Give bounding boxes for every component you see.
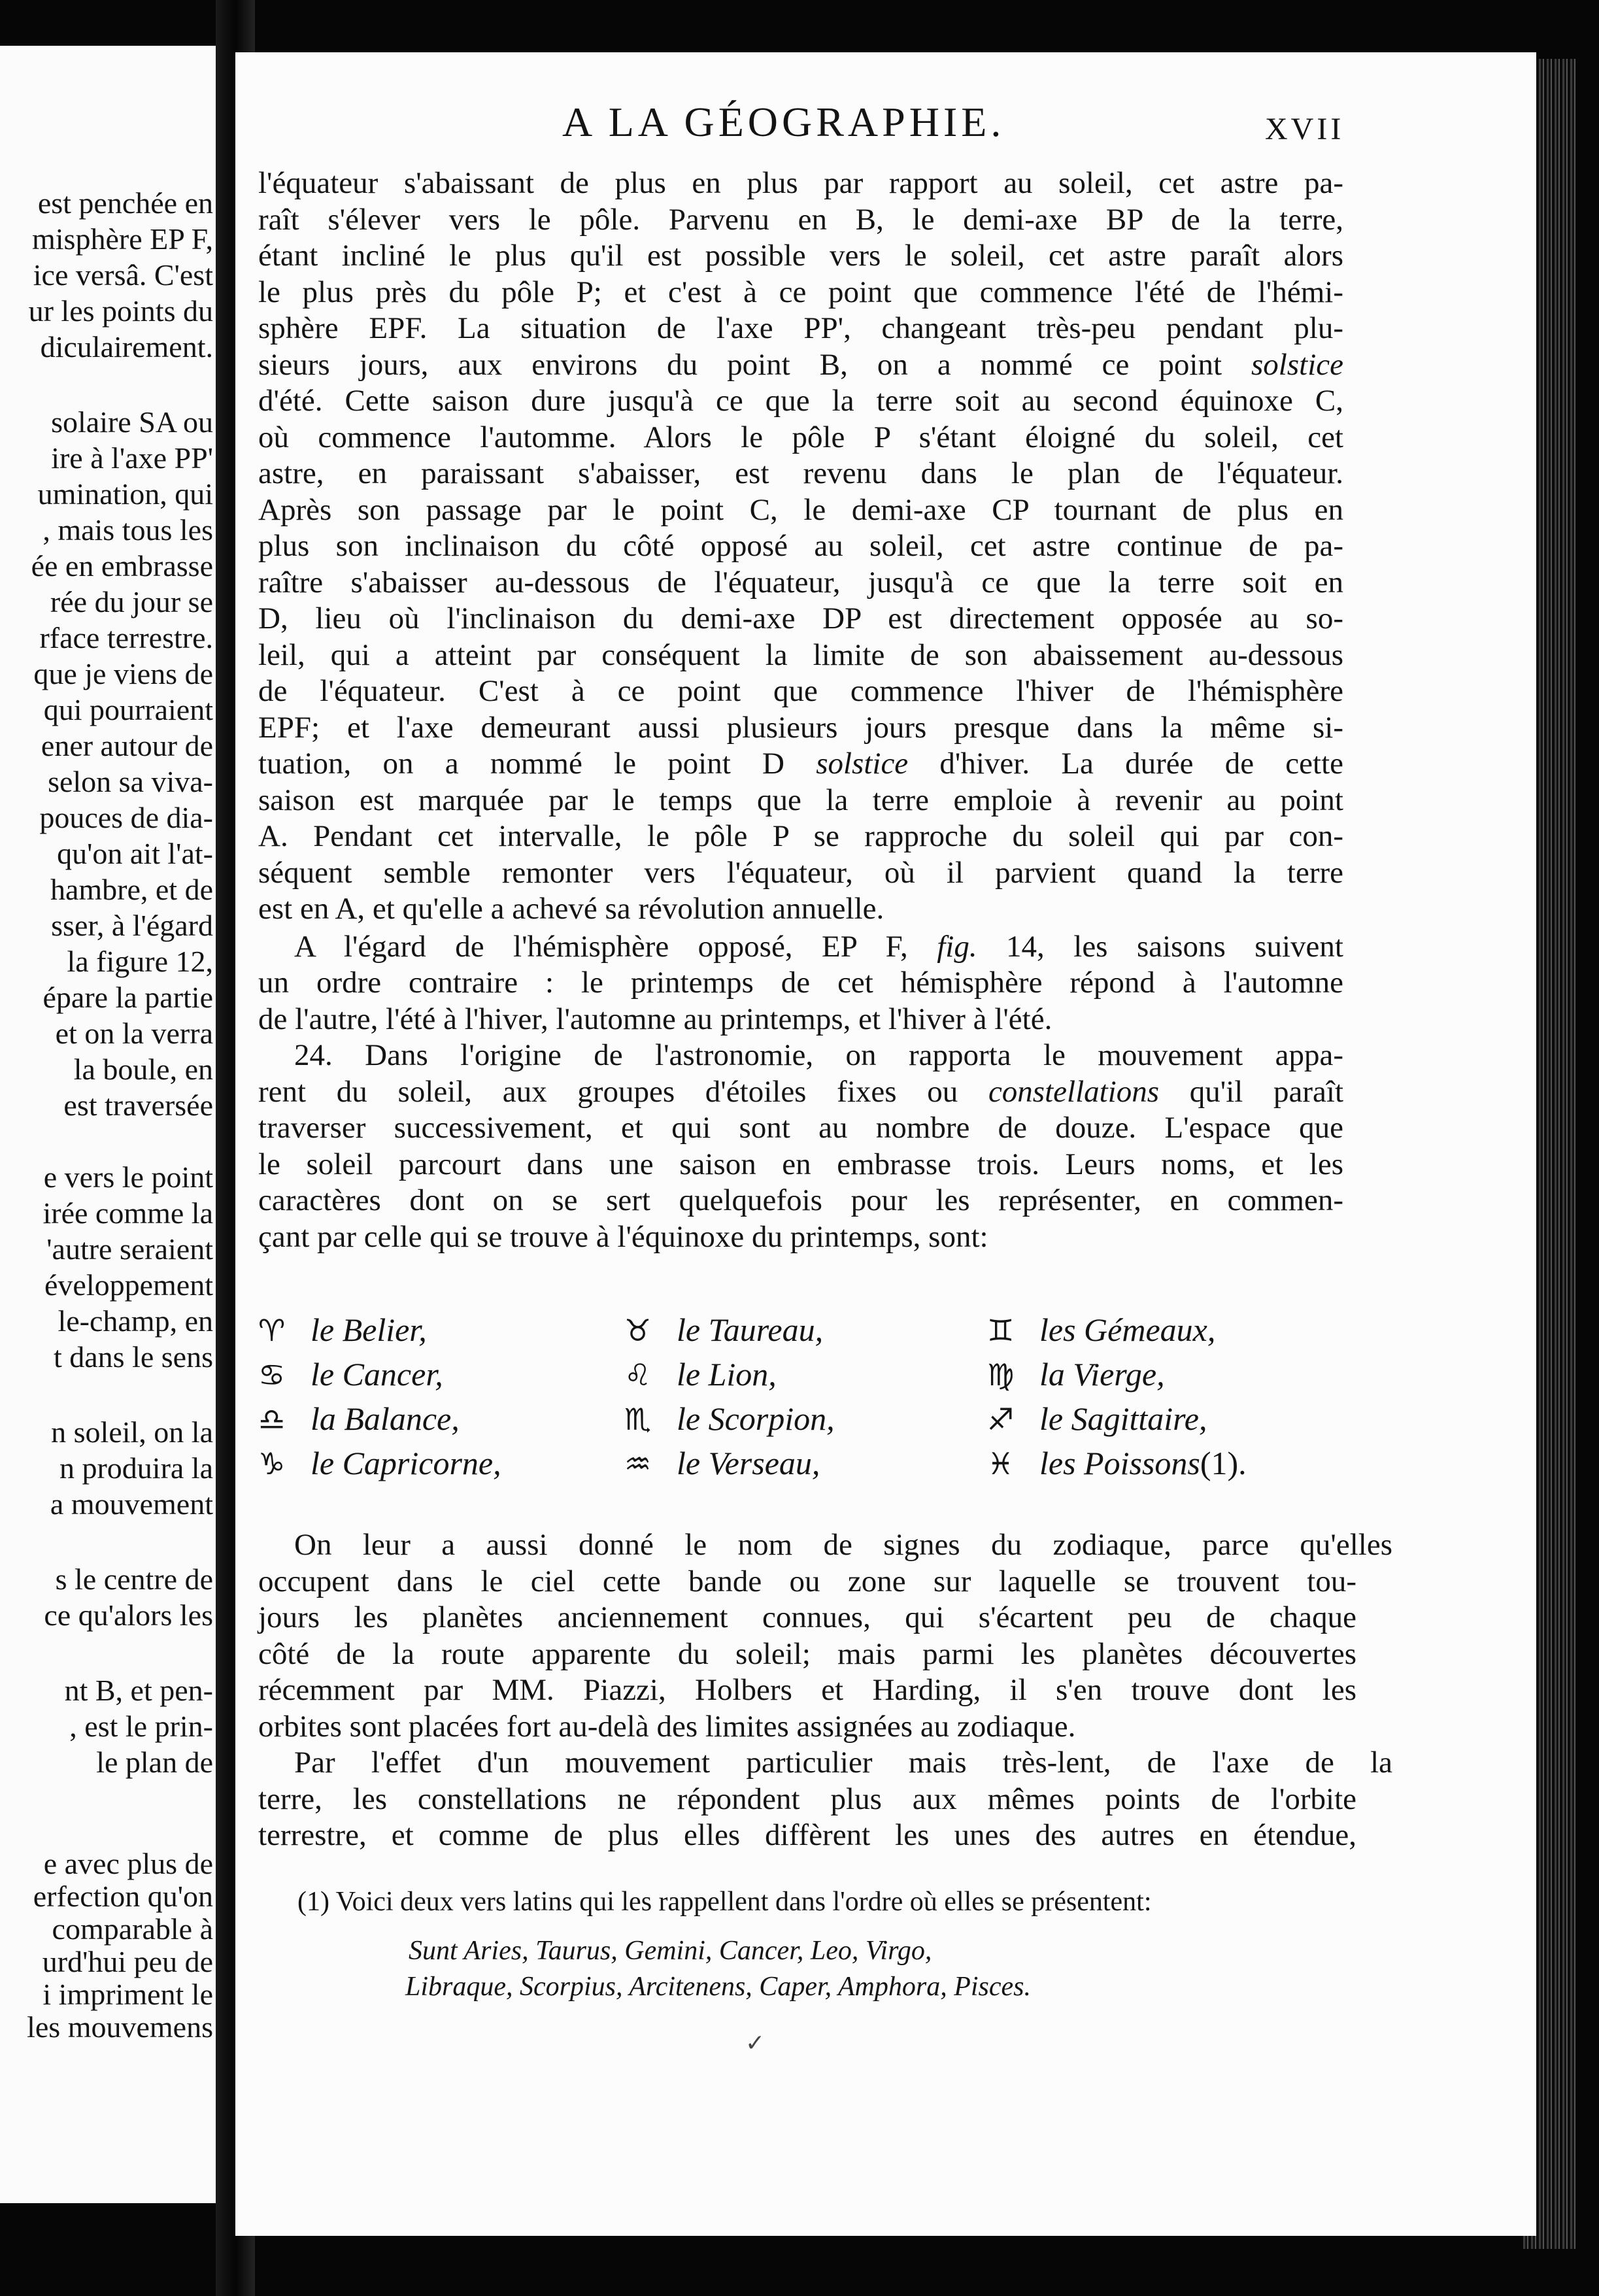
- body-line: un ordre contraire : le printemps de cet hémisphère répond à l'automne: [258, 966, 1343, 1000]
- body-line: [258, 346, 1343, 383]
- zodiac-symbol-icon: ♓: [987, 1446, 1015, 1481]
- left-page-line: est traversée: [63, 1089, 213, 1122]
- body-line: occupent dans le ciel cette bande ou zone sur laquelle se trouvent tou-: [258, 1564, 1356, 1598]
- italic-term: fig.: [937, 929, 977, 964]
- left-page-line: la figure 12,: [67, 945, 213, 978]
- left-page-line: urd'hui peu de: [42, 1945, 213, 1978]
- italic-term: constellations: [988, 1074, 1160, 1109]
- left-page-line: e avec plus de: [43, 1847, 213, 1880]
- zodiac-symbol-icon: ♍: [987, 1357, 1015, 1393]
- left-page-line: 'autre seraient: [46, 1232, 213, 1266]
- left-page-line: n soleil, on la: [51, 1415, 213, 1449]
- zodiac-symbol-icon: ♉: [624, 1313, 652, 1348]
- body-line: séquent semble remonter vers l'équateur, où il parvient quand la terre: [258, 855, 1343, 890]
- zodiac-name: les Poissons: [1039, 1445, 1200, 1481]
- zodiac-symbol-icon: ♎: [258, 1402, 286, 1437]
- body-line: côté de la route apparente du soleil; mais parmi les planètes découvertes: [258, 1636, 1356, 1671]
- zodiac-name: le Capricorne,: [311, 1445, 501, 1481]
- body-line: d'été. Cette saison dure jusqu'à ce que la terre soit au second équinoxe C,: [258, 384, 1343, 418]
- zodiac-symbol-icon: ♈: [258, 1313, 286, 1348]
- zodiac-name: le Lion,: [677, 1356, 777, 1393]
- zodiac-symbol-icon: ♏: [624, 1402, 652, 1437]
- left-page-line: misphère EP F,: [32, 222, 213, 256]
- verse-line: Libraque, Scorpius, Arcitenens, Caper, Amphora, Pisces.: [405, 1972, 1032, 2002]
- zodiac-sign: [624, 1311, 823, 1349]
- body-line: [258, 1073, 1343, 1110]
- left-page-line: umination, qui: [37, 477, 213, 511]
- left-page-line: erfection qu'on: [33, 1880, 213, 1913]
- body-line: [294, 928, 1343, 965]
- zodiac-sign: [258, 1311, 427, 1349]
- left-page-line: qu'on ait l'at-: [57, 837, 213, 870]
- left-page-line: a mouvement: [50, 1487, 213, 1521]
- zodiac-name: le Taureau,: [677, 1311, 824, 1348]
- left-page-line: ur les points du: [28, 294, 213, 328]
- body-line: de l'équateur. C'est à ce point que commence l'hiver de l'hémisphère: [258, 674, 1343, 708]
- left-page-line: le-champ, en: [58, 1304, 213, 1338]
- left-page-line: , mais tous les: [42, 513, 213, 547]
- text-run: d'hiver. La durée de cette: [908, 747, 1343, 781]
- zodiac-sign: [258, 1444, 501, 1482]
- zodiac-sign: [624, 1355, 777, 1393]
- body-line: Par l'effet d'un mouvement particulier mais très-lent, de l'axe de la: [294, 1746, 1392, 1780]
- left-page-line: hambre, et de: [50, 873, 213, 906]
- running-head: A LA GÉOGRAPHIE.: [562, 99, 1005, 145]
- left-page-line: ce qu'alors les: [44, 1598, 213, 1632]
- left-page-line: éveloppement: [44, 1268, 213, 1302]
- left-page-line: i impriment le: [42, 1978, 213, 2011]
- footnote-ref: (1).: [1200, 1445, 1247, 1481]
- left-page-line: épare la partie: [42, 981, 213, 1014]
- zodiac-symbol-icon: ♋: [258, 1357, 286, 1393]
- body-line: jours les planètes anciennement connues, qui s'écartent peu de chaque: [258, 1600, 1356, 1634]
- left-page-line: n produira la: [59, 1451, 213, 1485]
- ink-mark: ✓: [745, 2030, 766, 2057]
- zodiac-sign: [987, 1355, 1165, 1393]
- left-page-line: sser, à l'égard: [51, 909, 213, 942]
- left-page-line: ener autour de: [41, 729, 213, 762]
- zodiac-symbol-icon: ♑: [258, 1446, 286, 1481]
- zodiac-name: le Verseau,: [677, 1445, 820, 1481]
- zodiac-sign: [987, 1444, 1247, 1482]
- body-line: terrestre, et comme de plus elles diffèrent les unes des autres en étendue,: [258, 1818, 1356, 1852]
- zodiac-symbol-icon: ♐: [987, 1402, 1015, 1437]
- body-line: l'équateur s'abaissant de plus en plus par rapport au soleil, cet astre pa-: [258, 166, 1343, 200]
- left-page-line: ice versâ. C'est: [33, 258, 213, 292]
- zodiac-sign: [987, 1400, 1207, 1438]
- body-line: où commence l'automme. Alors le pôle P s'étant éloigné du soleil, cet: [258, 420, 1343, 454]
- zodiac-name: les Gémeaux,: [1039, 1311, 1216, 1348]
- zodiac-symbol-icon: ♌: [624, 1357, 652, 1393]
- body-line: plus son inclinaison du côté opposé au soleil, cet astre continue de pa-: [258, 529, 1343, 563]
- body-line: On leur a aussi donné le nom de signes du zodiaque, parce qu'elles: [294, 1528, 1392, 1562]
- text-run: A l'égard de l'hémisphère opposé, EP F,: [294, 929, 937, 964]
- zodiac-sign: [624, 1444, 820, 1482]
- body-line: leil, qui a atteint par conséquent la limite de son abaissement au-dessous: [258, 637, 1343, 672]
- zodiac-name: le Cancer,: [311, 1356, 443, 1393]
- left-page-fragment: [0, 46, 216, 2203]
- body-line: terre, les constellations ne répondent plus aux mêmes points de l'orbite: [258, 1781, 1356, 1816]
- text-run: 14, les saisons suivent: [977, 929, 1343, 964]
- body-line: EPF; et l'axe demeurant aussi plusieurs jours presque dans la même si-: [258, 710, 1343, 745]
- zodiac-name: la Vierge,: [1039, 1356, 1165, 1393]
- body-line: D, lieu où l'inclinaison du demi-axe DP est directement opposée au so-: [258, 601, 1343, 635]
- left-page-line: nt B, et pen-: [64, 1674, 213, 1707]
- zodiac-name: le Sagittaire,: [1039, 1400, 1207, 1437]
- zodiac-symbol-icon: ♊: [987, 1313, 1015, 1348]
- body-line: [258, 745, 1343, 782]
- body-line: saison est marquée par le temps que la terre emploie à revenir au point: [258, 783, 1343, 817]
- zodiac-sign: [624, 1400, 835, 1438]
- italic-term: solstice: [816, 747, 909, 781]
- zodiac-name: le Scorpion,: [677, 1400, 835, 1437]
- zodiac-sign: [258, 1400, 460, 1438]
- body-line: étant incliné le plus qu'il est possible vers le soleil, cet astre paraît alors: [258, 239, 1343, 273]
- left-page-line: est penchée en: [37, 186, 213, 220]
- zodiac-sign: [258, 1355, 443, 1393]
- body-line: de l'autre, l'été à l'hiver, l'automne au printemps, et l'hiver à l'été.: [258, 1002, 1052, 1036]
- left-page-line: ire à l'axe PP': [51, 441, 213, 475]
- left-page-line: diculairement.: [40, 330, 213, 363]
- footnote: (1) Voici deux vers latins qui les rappellent dans l'ordre où elles se présentent:: [297, 1887, 1152, 1917]
- left-page-line: irée comme la: [42, 1196, 213, 1230]
- body-line: le plus près du pôle P; et c'est à ce point que commence l'été de l'hémi-: [258, 275, 1343, 309]
- left-page-line: rface terrestre.: [39, 621, 213, 654]
- body-line: Après son passage par le point C, le demi-axe CP tournant de plus en: [258, 492, 1343, 527]
- left-page-line: le plan de: [96, 1746, 213, 1779]
- left-page-line: s le centre de: [55, 1562, 213, 1596]
- body-line: sphère EPF. La situation de l'axe PP', changeant très-peu pendant plu-: [258, 311, 1343, 345]
- zodiac-name: la Balance,: [311, 1400, 460, 1437]
- zodiac-name: le Belier,: [311, 1311, 427, 1348]
- left-page-line: comparable à: [52, 1912, 213, 1946]
- left-page-line: pouces de dia-: [39, 801, 213, 834]
- body-line: çant par celle qui se trouve à l'équinoxe du printemps, sont:: [258, 1219, 988, 1254]
- body-line: orbites sont placées fort au-delà des limites assignées au zodiaque.: [258, 1709, 1076, 1744]
- left-page-line: e vers le point: [43, 1160, 213, 1194]
- body-line: raît s'élever vers le pôle. Parvenu en B, le demi-axe BP de la terre,: [258, 202, 1343, 237]
- left-page-line: , est le prin-: [69, 1710, 213, 1743]
- text-run: qu'il paraît: [1159, 1074, 1344, 1109]
- body-line: traverser successivement, et qui sont au nombre de douze. L'espace que: [258, 1111, 1343, 1145]
- body-line: 24. Dans l'origine de l'astronomie, on rapporta le mouvement appa-: [294, 1038, 1343, 1072]
- left-page-line: rée du jour se: [50, 585, 213, 618]
- left-page-line: que je viens de: [33, 657, 213, 690]
- body-line: astre, en paraissant s'abaisser, est revenu dans le plan de l'équateur.: [258, 456, 1343, 490]
- verse-line: Sunt Aries, Taurus, Gemini, Cancer, Leo, Virgo,: [409, 1936, 932, 1966]
- left-page-line: la boule, en: [73, 1053, 213, 1086]
- zodiac-symbol-icon: ♒: [624, 1446, 652, 1481]
- body-line: est en A, et qu'elle a achevé sa révolution annuelle.: [258, 892, 884, 926]
- body-line: caractères dont on se sert quelquefois pour les représenter, en commen-: [258, 1183, 1343, 1217]
- left-page-line: solaire SA ou: [51, 405, 213, 439]
- body-line: récemment par MM. Piazzi, Holbers et Harding, il s'en trouve dont les: [258, 1673, 1356, 1707]
- left-page-line: ée en embrasse: [31, 549, 213, 582]
- body-line: le soleil parcourt dans une saison en embrasse trois. Leurs noms, et les: [258, 1147, 1343, 1181]
- left-page-line: les mouvemens: [27, 2010, 213, 2044]
- text-run: rent du soleil, aux groupes d'étoiles fixes ou: [258, 1074, 988, 1109]
- left-page-line: selon sa viva-: [48, 765, 213, 798]
- page-number: XVII: [1265, 112, 1345, 146]
- left-page-line: t dans le sens: [53, 1340, 213, 1374]
- zodiac-sign: [987, 1311, 1215, 1349]
- left-page-line: et on la verra: [55, 1017, 213, 1050]
- body-line: raître s'abaisser au-dessous de l'équateur, jusqu'à ce que la terre soit en: [258, 565, 1343, 599]
- text-run: tuation, on a nommé le point D: [258, 747, 816, 781]
- italic-term: solstice: [1251, 347, 1343, 382]
- left-page-line: qui pourraient: [43, 693, 213, 726]
- body-line: A. Pendant cet intervalle, le pôle P se rapproche du soleil qui par con-: [258, 819, 1343, 853]
- text-run: sieurs jours, aux environs du point B, on a nommé ce point: [258, 347, 1252, 382]
